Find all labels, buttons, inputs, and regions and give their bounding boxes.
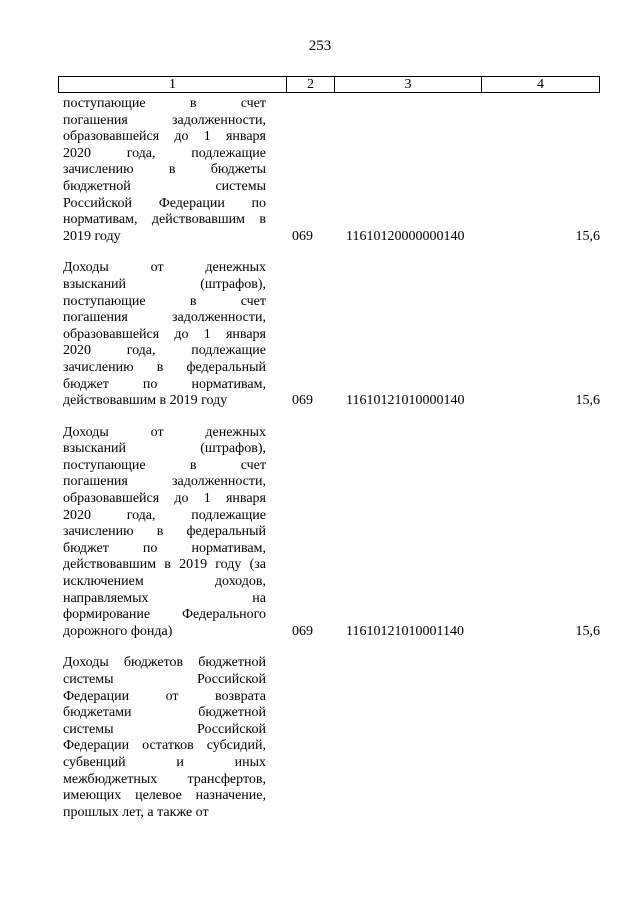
description-line: нормативам, действовавшим в xyxy=(63,212,266,228)
table-row xyxy=(0,655,640,821)
description-line: погашения задолженности, xyxy=(63,474,266,490)
description-line: субвенций и иных xyxy=(63,754,266,770)
description-line: поступающие в счет xyxy=(63,96,266,111)
description-line: дорожного фонда) xyxy=(63,623,173,639)
description-line: бюджет по нормативам, xyxy=(63,376,266,392)
description-line: Федерации от возврата xyxy=(63,688,266,704)
description-line: поступающие в счет xyxy=(63,293,266,309)
amount: 15,6 xyxy=(575,623,600,639)
description-line: направляемых на xyxy=(63,590,266,606)
description-line: образовавшейся до 1 января xyxy=(63,326,266,342)
admin-code: 069 xyxy=(292,393,313,409)
description-line: системы Российской xyxy=(63,721,266,737)
description-line: формирование Федерального xyxy=(63,607,266,623)
budget-classification-code: 11610121010001140 xyxy=(346,623,464,639)
description-line: 2020 года, подлежащие xyxy=(63,343,266,359)
revenue-description xyxy=(63,425,266,641)
description-line: образовавшейся до 1 января xyxy=(63,129,266,145)
description-line: зачислению в бюджеты xyxy=(63,162,266,178)
table-header xyxy=(58,76,600,93)
description-line: взысканий (штрафов), xyxy=(63,276,266,292)
description-line: Российской Федерации по xyxy=(63,195,266,211)
description-line: действовавшим в 2019 году (за xyxy=(63,557,266,573)
description-line: взысканий (штрафов), xyxy=(63,441,266,457)
amount: 15,6 xyxy=(575,228,600,244)
table-row xyxy=(0,96,640,245)
revenue-description xyxy=(63,655,266,821)
description-line: системы Российской xyxy=(63,672,266,687)
description-line: зачислению в федеральный xyxy=(63,524,266,540)
description-line: образовавшейся до 1 января xyxy=(63,491,266,507)
header-col-2: 2 xyxy=(287,77,335,92)
amount: 15,6 xyxy=(575,393,600,409)
description-line: погашения задолженности, xyxy=(63,310,266,326)
budget-classification-code: 11610121010000140 xyxy=(346,393,465,409)
table-row xyxy=(0,260,640,409)
table-row xyxy=(0,425,640,641)
description-line: действовавшим в 2019 году xyxy=(63,393,228,409)
description-line: 2020 года, подлежащие xyxy=(63,145,266,161)
revenue-description xyxy=(63,260,266,409)
description-line: имеющих целевое назначение, xyxy=(63,788,266,804)
header-col-4: 4 xyxy=(537,77,544,92)
description-line: бюджет по нормативам, xyxy=(63,540,266,556)
admin-code: 069 xyxy=(292,623,313,639)
description-line: Доходы от денежных xyxy=(63,260,266,276)
description-line: Доходы от денежных xyxy=(63,424,266,440)
revenue-description xyxy=(63,96,266,245)
budget-classification-code: 11610120000000140 xyxy=(346,228,465,244)
description-line: поступающие в счет xyxy=(63,457,266,473)
description-line: межбюджетных трансфертов, xyxy=(63,771,266,787)
description-line: бюджетной системы xyxy=(63,178,266,194)
description-line: Доходы бюджетов бюджетной xyxy=(63,655,266,671)
table-body xyxy=(0,96,640,821)
description-line: прошлых лет, а также от xyxy=(63,804,209,820)
description-line: бюджетами бюджетной xyxy=(63,705,266,721)
description-line: Федерации остатков субсидий, xyxy=(63,738,266,754)
description-line: 2019 году xyxy=(63,228,121,244)
header-col-3: 3 xyxy=(335,77,482,92)
description-line: зачислению в федеральный xyxy=(63,359,266,375)
description-line: погашения задолженности, xyxy=(63,112,266,128)
header-col-1: 1 xyxy=(59,77,287,92)
description-line: 2020 года, подлежащие xyxy=(63,507,266,523)
page-number: 253 xyxy=(308,38,332,54)
description-line: исключением доходов, xyxy=(63,574,266,590)
admin-code: 069 xyxy=(292,228,313,244)
